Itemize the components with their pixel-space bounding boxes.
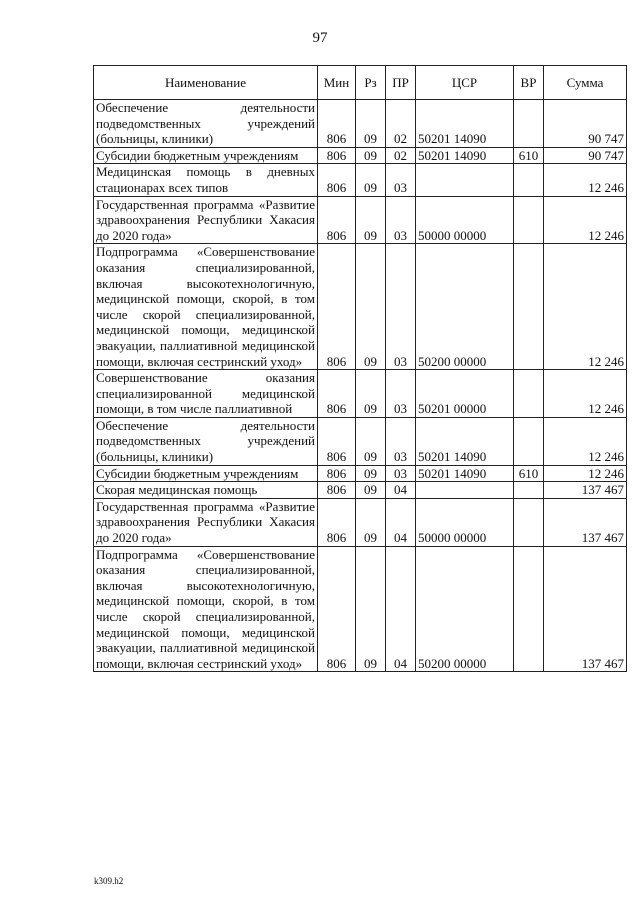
cell-name: Подпрограмма «Совершенствование оказания специализированной, включая высокотехнологичную, медицинской помощи, скорой, в том числе скорой специализированной, медицинской помощи, медицинской эвакуации, паллиативной медицинской помощи, включая сестринский уход» [94,244,318,370]
cell-csr: 50201 14090 [416,417,514,465]
cell-min: 806 [318,100,356,148]
cell-rz: 09 [356,100,386,148]
header-pr: ПР [386,66,416,100]
cell-rz: 09 [356,546,386,672]
cell-sum: 12 246 [544,164,627,196]
table-header [94,66,627,100]
cell-sum: 12 246 [544,465,627,482]
cell-min: 806 [318,370,356,418]
cell-pr: 03 [386,417,416,465]
cell-pr: 02 [386,100,416,148]
table-row [94,370,627,418]
cell-rz: 09 [356,147,386,164]
cell-pr: 03 [386,196,416,244]
cell-sum: 12 246 [544,370,627,418]
cell-vr [514,546,544,672]
cell-csr [416,164,514,196]
cell-name: Подпрограмма «Совершенствование оказания специализированной, включая высокотехнологичную, медицинской помощи, скорой, в том числе скорой специализированной, медицинской помощи, медицинской эвакуации, паллиативной медицинской помощи, включая сестринский уход» [94,546,318,672]
cell-vr: 610 [514,465,544,482]
cell-csr: 50201 14090 [416,465,514,482]
cell-pr: 03 [386,244,416,370]
cell-vr: 610 [514,147,544,164]
cell-pr: 04 [386,482,416,499]
cell-min: 806 [318,482,356,499]
table-body [94,100,627,672]
cell-vr [514,244,544,370]
header-sum: Сумма [544,66,627,100]
table-row [94,196,627,244]
cell-csr: 50201 14090 [416,100,514,148]
cell-pr: 04 [386,546,416,672]
cell-pr: 02 [386,147,416,164]
cell-min: 806 [318,196,356,244]
cell-min: 806 [318,417,356,465]
table-row [94,147,627,164]
cell-vr [514,100,544,148]
cell-sum: 137 467 [544,482,627,499]
table-row [94,465,627,482]
cell-rz: 09 [356,482,386,499]
cell-vr [514,498,544,546]
cell-rz: 09 [356,498,386,546]
header-name: Наименование [94,66,318,100]
cell-name: Государственная программа «Развитие здравоохранения Республики Хакасия до 2020 года» [94,498,318,546]
cell-csr: 50201 00000 [416,370,514,418]
header-csr: ЦСР [416,66,514,100]
cell-name: Субсидии бюджетным учреждениям [94,465,318,482]
cell-rz: 09 [356,244,386,370]
table-row [94,100,627,148]
cell-vr [514,370,544,418]
cell-name: Обеспечение деятельности подведомственных учреждений (больницы, клиники) [94,417,318,465]
cell-sum: 12 246 [544,244,627,370]
cell-pr: 03 [386,164,416,196]
budget-table [93,65,627,672]
cell-csr: 50201 14090 [416,147,514,164]
page-number: 97 [312,30,328,46]
table-row [94,546,627,672]
cell-rz: 09 [356,196,386,244]
cell-min: 806 [318,465,356,482]
table-row [94,498,627,546]
cell-name: Обеспечение деятельности подведомственных учреждений (больницы, клиники) [94,100,318,148]
cell-rz: 09 [356,465,386,482]
header-rz: Рз [356,66,386,100]
cell-sum: 90 747 [544,147,627,164]
cell-csr: 50200 00000 [416,244,514,370]
cell-vr [514,164,544,196]
cell-sum: 12 246 [544,417,627,465]
header-min: Мин [318,66,356,100]
header-vr: ВР [514,66,544,100]
cell-min: 806 [318,147,356,164]
footer-code: k309.h2 [94,876,124,886]
cell-name: Скорая медицинская помощь [94,482,318,499]
cell-pr: 04 [386,498,416,546]
cell-rz: 09 [356,164,386,196]
cell-sum: 137 467 [544,498,627,546]
cell-csr: 50000 00000 [416,196,514,244]
cell-vr [514,196,544,244]
cell-name: Медицинская помощь в дневных стационарах всех типов [94,164,318,196]
cell-sum: 137 467 [544,546,627,672]
cell-vr [514,482,544,499]
cell-min: 806 [318,244,356,370]
table-row [94,482,627,499]
cell-csr: 50000 00000 [416,498,514,546]
cell-sum: 90 747 [544,100,627,148]
cell-rz: 09 [356,417,386,465]
cell-name: Государственная программа «Развитие здравоохранения Республики Хакасия до 2020 года» [94,196,318,244]
cell-csr [416,482,514,499]
cell-min: 806 [318,546,356,672]
cell-vr [514,417,544,465]
cell-name: Совершенствование оказания специализированной медицинской помощи, в том числе паллиативной [94,370,318,418]
table-row [94,164,627,196]
cell-csr: 50200 00000 [416,546,514,672]
table-row [94,244,627,370]
table-row [94,417,627,465]
cell-name: Субсидии бюджетным учреждениям [94,147,318,164]
cell-sum: 12 246 [544,196,627,244]
cell-rz: 09 [356,370,386,418]
cell-min: 806 [318,164,356,196]
cell-pr: 03 [386,465,416,482]
cell-min: 806 [318,498,356,546]
cell-pr: 03 [386,370,416,418]
